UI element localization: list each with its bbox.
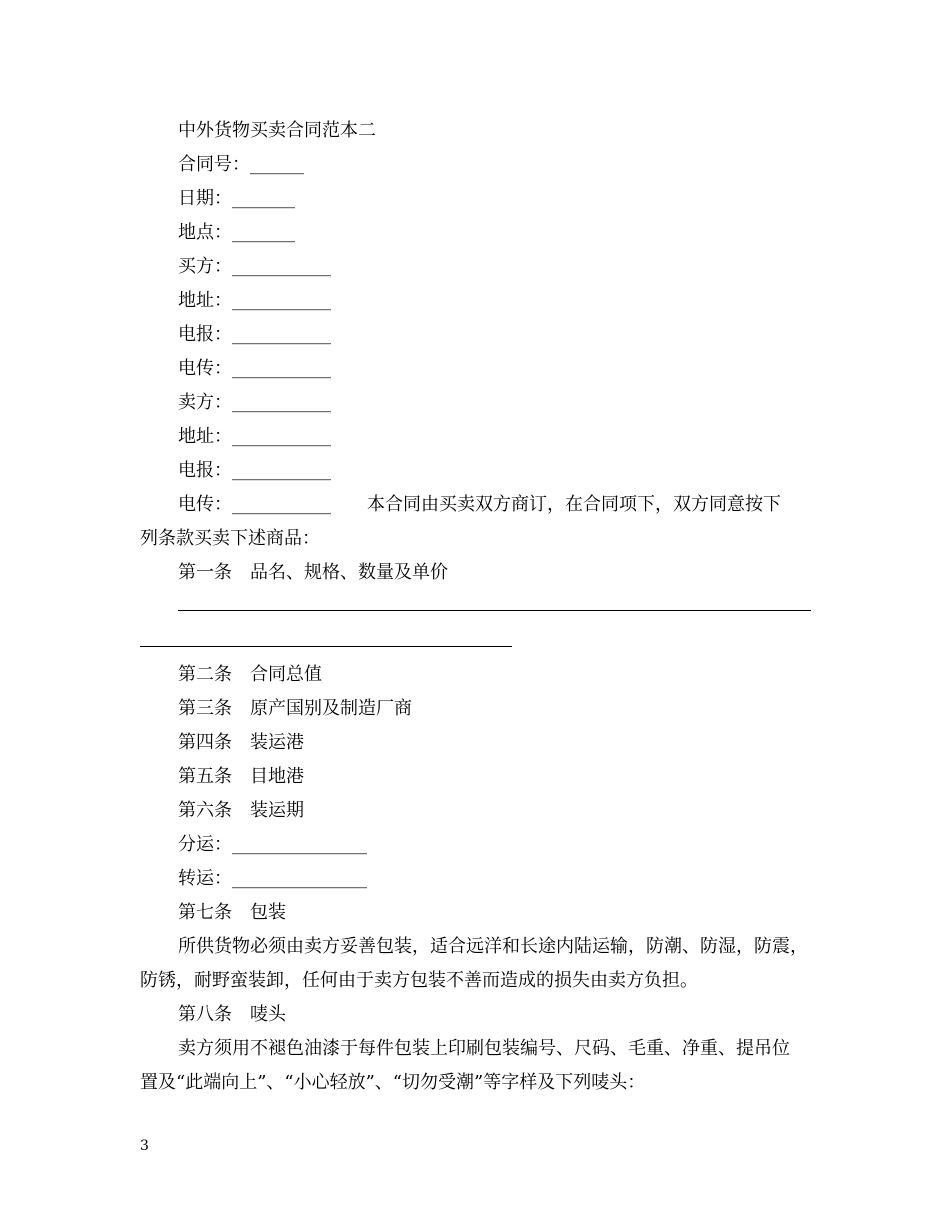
- date-field: 日期：_______: [178, 188, 295, 209]
- transshipment-field: 转运：_______________: [178, 868, 367, 889]
- place-field: 地点：_______: [178, 222, 295, 243]
- article-2-heading: 第二条 合同总值: [178, 664, 322, 685]
- seller-field: 卖方：___________: [178, 392, 331, 413]
- buyer-telex-field: 电传：___________: [178, 358, 331, 379]
- seller-telegram-field: 电报：___________: [178, 460, 331, 481]
- packing-paragraph-line: 所供货物必须由卖方妥善包装，适合远洋和长途内陆运输，防潮、防湿，防震，: [178, 936, 808, 957]
- packing-paragraph-line: 防锈，耐野蛮装卸，任何由于卖方包装不善而造成的损失由卖方负担。: [140, 970, 698, 991]
- article-6-heading: 第六条 装运期: [178, 800, 304, 821]
- seller-address-field: 地址：___________: [178, 426, 331, 447]
- article-4-heading: 第四条 装运港: [178, 732, 304, 753]
- blank-line: [178, 610, 811, 611]
- buyer-telegram-field: 电报：___________: [178, 324, 331, 345]
- intro-paragraph-line: 列条款买卖下述商品：: [140, 528, 320, 549]
- buyer-address-field: 地址：___________: [178, 290, 331, 311]
- blank-line: [140, 646, 512, 647]
- buyer-field: 买方：___________: [178, 256, 331, 277]
- marks-paragraph-line: 卖方须用不褪色油漆于每件包装上印刷包装编号、尺码、毛重、净重、提吊位: [178, 1038, 790, 1059]
- document-title: 中外货物买卖合同范本二: [178, 120, 376, 141]
- intro-paragraph-line: 电传：___________ 本合同由买卖双方商订，在合同项下，双方同意按下: [178, 494, 781, 515]
- article-8-heading: 第八条 唛头: [178, 1004, 286, 1025]
- article-3-heading: 第三条 原产国别及制造厂商: [178, 698, 412, 719]
- marks-paragraph-line: 置及“此端向上”、“小心轻放”、“切勿受潮”等字样及下列唛头：: [140, 1072, 646, 1093]
- partial-shipment-field: 分运：_______________: [178, 834, 367, 855]
- page-number: 3: [140, 1138, 149, 1154]
- article-1-heading: 第一条 品名、规格、数量及单价: [178, 562, 448, 583]
- contract-number-field: 合同号：______: [178, 154, 304, 175]
- article-5-heading: 第五条 目地港: [178, 766, 304, 787]
- article-7-heading: 第七条 包装: [178, 902, 286, 923]
